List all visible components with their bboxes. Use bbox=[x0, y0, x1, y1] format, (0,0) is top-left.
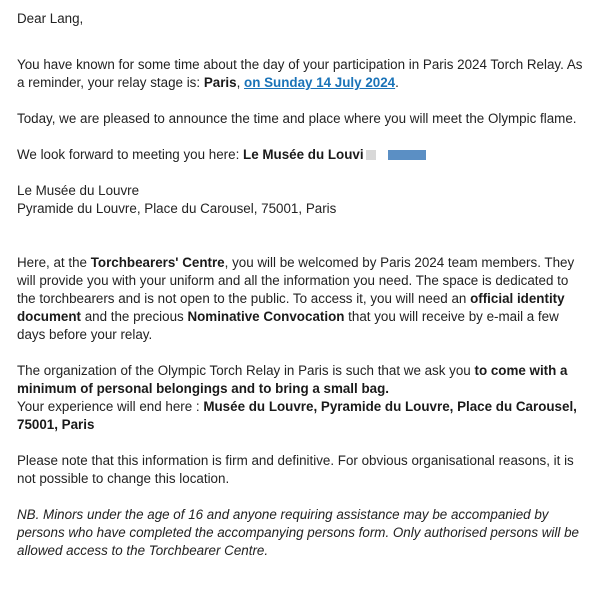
relay-city: Paris bbox=[203, 75, 237, 90]
belongings-request: to come with a minimum of personal belongings and to bring a small bag. bbox=[17, 363, 568, 396]
centre-text-3: and the precious bbox=[80, 309, 188, 324]
centre-name: Torchbearers' Centre bbox=[90, 255, 225, 270]
centre-text-2: , you will be welcomed by Paris 2024 team members. They will provide you with your uniform and all the information you need. The space is dedicated to the torchbearers and is not open to the public. To access it, you will need an bbox=[17, 255, 575, 306]
end-location: Musée du Louvre, Pyramide du Louvre, Place du Carousel, 75001, Paris bbox=[17, 399, 577, 432]
paragraph-announcement: Today, we are pleased to announce the time and place where you will meet the Olympic flame. bbox=[17, 111, 577, 126]
relay-end-text: . bbox=[395, 75, 399, 90]
paragraph-meeting-place bbox=[17, 146, 588, 164]
address-line-1: Le Musée du Louvre bbox=[17, 183, 140, 198]
paragraph-nb: NB. Minors under the age of 16 and anyone requiring assistance may be accompanied by persons who have completed the accompanying persons form. Only authorised persons will be allowed access to the Torchbearer Centre. bbox=[17, 507, 579, 558]
relay-intro-text: You have known for some time about the day of your participation in Paris 2024 Torch Relay. As a reminder, your relay stage is: bbox=[17, 57, 583, 90]
centre-text-1: Here, at the bbox=[17, 255, 91, 270]
organization-text: The organization of the Olympic Torch Relay in Paris is such that we ask you bbox=[17, 363, 475, 378]
meeting-text: We look forward to meeting you here: bbox=[17, 147, 244, 162]
redaction-block bbox=[388, 150, 426, 160]
paragraph-firm-info: Please note that this information is firm and definitive. For obvious organisational reasons, it is not possible to change this location. bbox=[17, 453, 574, 486]
identity-document: official identity document bbox=[17, 291, 565, 324]
greeting: Dear Lang, bbox=[17, 11, 84, 26]
nominative-convocation: Nominative Convocation bbox=[187, 309, 345, 324]
relay-date-link[interactable]: on Sunday 14 July 2024 bbox=[244, 75, 396, 90]
paragraph-organization bbox=[17, 362, 588, 434]
redaction-block bbox=[366, 150, 376, 160]
paragraph-torchbearers-centre bbox=[17, 254, 588, 344]
centre-text-4: that you will receive by e-mail a few days before your relay. bbox=[17, 309, 559, 342]
paragraph-relay-stage bbox=[17, 56, 588, 92]
experience-end-text: Your experience will end here : bbox=[17, 399, 204, 414]
address-line-2: Pyramide du Louvre, Place du Carousel, 75001, Paris bbox=[17, 201, 337, 216]
comma-text: , bbox=[236, 75, 245, 90]
meeting-place: Le Musée du Louvi bbox=[243, 147, 364, 162]
